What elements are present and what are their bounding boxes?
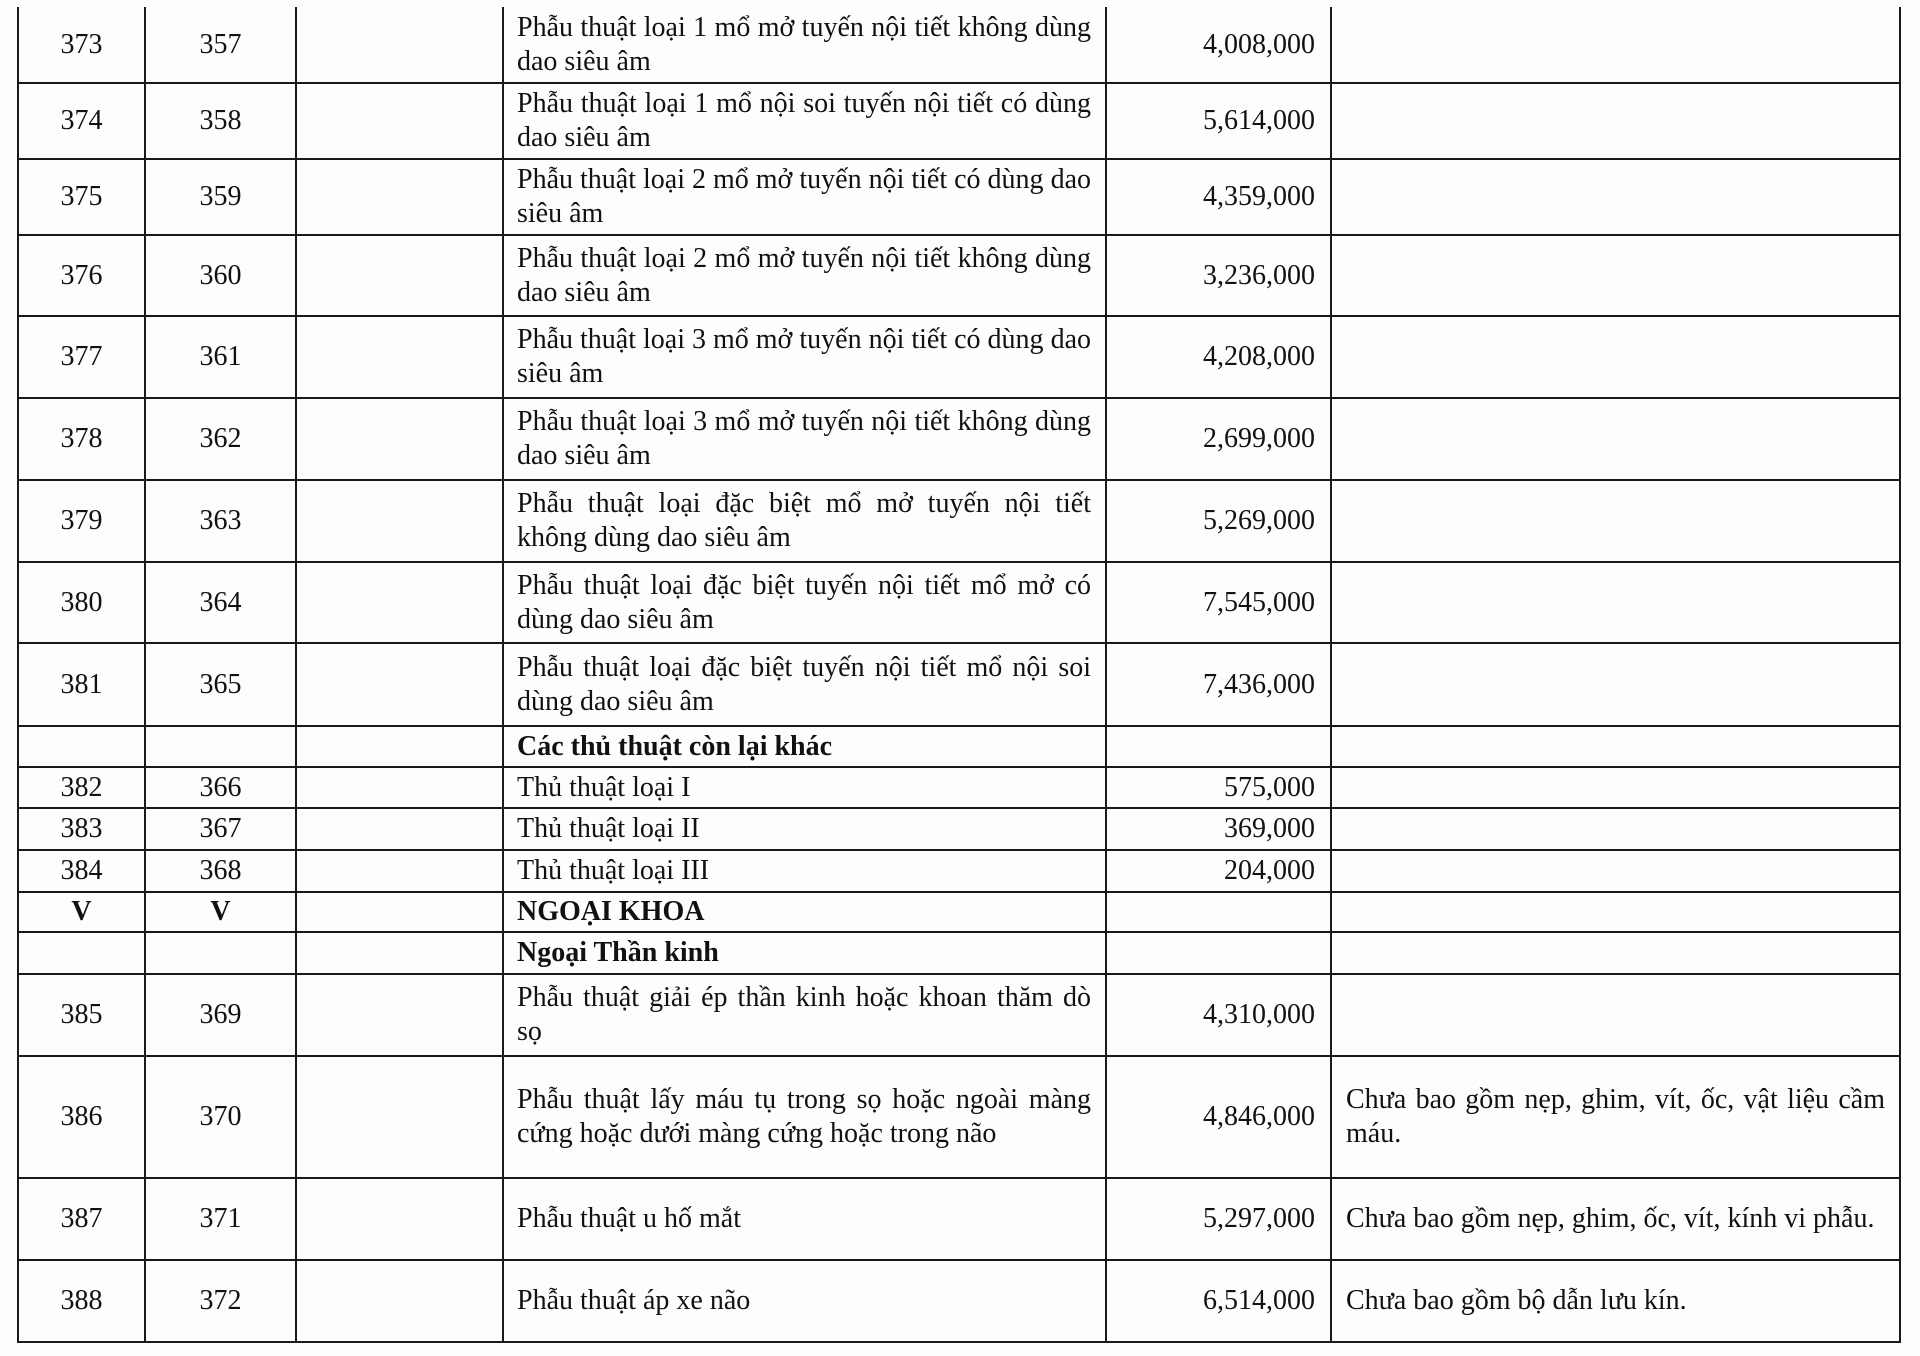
description-cell: Phẫu thuật loại đặc biệt mổ mở tuyến nội tiết không dùng dao siêu âm	[503, 480, 1106, 562]
tt-cell: 359	[145, 159, 296, 235]
code-cell	[296, 974, 503, 1056]
price-cell: 2,699,000	[1106, 398, 1331, 480]
description-cell: Phẫu thuật loại đặc biệt tuyến nội tiết mổ nội soi dùng dao siêu âm	[503, 643, 1106, 726]
table-row	[18, 1056, 1900, 1178]
table-row	[18, 643, 1900, 726]
stt-cell	[18, 726, 145, 767]
section-header-row	[18, 726, 1900, 767]
table-row	[18, 316, 1900, 398]
note-cell	[1331, 159, 1900, 235]
stt-cell: 386	[18, 1056, 145, 1178]
table-row	[18, 398, 1900, 480]
price-cell: 5,297,000	[1106, 1178, 1331, 1260]
note-cell: Chưa bao gồm bộ dẫn lưu kín.	[1331, 1260, 1900, 1342]
stt-cell: V	[18, 892, 145, 932]
tt-cell: 370	[145, 1056, 296, 1178]
code-cell	[296, 850, 503, 892]
section-header-row	[18, 892, 1900, 932]
description-cell: Phẫu thuật u hố mắt	[503, 1178, 1106, 1260]
stt-cell: 387	[18, 1178, 145, 1260]
description-cell: Phẫu thuật loại 2 mổ mở tuyến nội tiết có dùng dao siêu âm	[503, 159, 1106, 235]
description-cell: Thủ thuật loại III	[503, 850, 1106, 892]
code-cell	[296, 7, 503, 83]
stt-cell: 377	[18, 316, 145, 398]
tt-cell: 372	[145, 1260, 296, 1342]
price-cell: 6,514,000	[1106, 1260, 1331, 1342]
price-cell: 3,236,000	[1106, 235, 1331, 316]
table-row	[18, 7, 1900, 83]
price-cell: 7,545,000	[1106, 562, 1331, 643]
code-cell	[296, 726, 503, 767]
price-cell: 4,008,000	[1106, 7, 1331, 83]
stt-cell: 378	[18, 398, 145, 480]
stt-cell: 383	[18, 808, 145, 850]
note-cell	[1331, 974, 1900, 1056]
table-row	[18, 83, 1900, 159]
tt-cell	[145, 932, 296, 974]
note-cell	[1331, 83, 1900, 159]
code-cell	[296, 159, 503, 235]
code-cell	[296, 398, 503, 480]
description-cell: Phẫu thuật loại đặc biệt tuyến nội tiết mổ mở có dùng dao siêu âm	[503, 562, 1106, 643]
code-cell	[296, 932, 503, 974]
note-cell	[1331, 7, 1900, 83]
price-cell: 7,436,000	[1106, 643, 1331, 726]
stt-cell: 385	[18, 974, 145, 1056]
note-cell: Chưa bao gồm nẹp, ghim, vít, ốc, vật liệu cầm máu.	[1331, 1056, 1900, 1178]
stt-cell: 373	[18, 7, 145, 83]
price-cell: 5,269,000	[1106, 480, 1331, 562]
stt-cell: 376	[18, 235, 145, 316]
tt-cell: 357	[145, 7, 296, 83]
stt-cell	[18, 932, 145, 974]
code-cell	[296, 316, 503, 398]
price-cell	[1106, 726, 1331, 767]
code-cell	[296, 808, 503, 850]
note-cell	[1331, 235, 1900, 316]
tt-cell: 365	[145, 643, 296, 726]
tt-cell: 362	[145, 398, 296, 480]
description-cell: Phẫu thuật loại 3 mổ mở tuyến nội tiết không dùng dao siêu âm	[503, 398, 1106, 480]
tt-cell: 358	[145, 83, 296, 159]
note-cell	[1331, 767, 1900, 808]
table-body	[18, 7, 1900, 1342]
price-table	[17, 7, 1901, 1343]
table-row	[18, 235, 1900, 316]
tt-cell: 367	[145, 808, 296, 850]
stt-cell: 379	[18, 480, 145, 562]
table-row	[18, 159, 1900, 235]
code-cell	[296, 1260, 503, 1342]
price-cell: 4,310,000	[1106, 974, 1331, 1056]
note-cell: Chưa bao gồm nẹp, ghim, ốc, vít, kính vi phẫu.	[1331, 1178, 1900, 1260]
code-cell	[296, 767, 503, 808]
note-cell	[1331, 480, 1900, 562]
stt-cell: 382	[18, 767, 145, 808]
table-row	[18, 767, 1900, 808]
tt-cell: 361	[145, 316, 296, 398]
tt-cell: V	[145, 892, 296, 932]
table-row	[18, 1178, 1900, 1260]
table-row	[18, 850, 1900, 892]
price-cell: 4,846,000	[1106, 1056, 1331, 1178]
table-row	[18, 808, 1900, 850]
code-cell	[296, 562, 503, 643]
code-cell	[296, 1056, 503, 1178]
code-cell	[296, 480, 503, 562]
description-cell: Các thủ thuật còn lại khác	[503, 726, 1106, 767]
stt-cell: 380	[18, 562, 145, 643]
note-cell	[1331, 808, 1900, 850]
section-header-row	[18, 932, 1900, 974]
table-row	[18, 1260, 1900, 1342]
description-cell: Thủ thuật loại II	[503, 808, 1106, 850]
stt-cell: 381	[18, 643, 145, 726]
tt-cell: 368	[145, 850, 296, 892]
price-cell	[1106, 932, 1331, 974]
description-cell: Phẫu thuật loại 1 mổ nội soi tuyến nội tiết có dùng dao siêu âm	[503, 83, 1106, 159]
description-cell: Ngoại Thần kinh	[503, 932, 1106, 974]
note-cell	[1331, 726, 1900, 767]
tt-cell: 369	[145, 974, 296, 1056]
code-cell	[296, 83, 503, 159]
stt-cell: 388	[18, 1260, 145, 1342]
stt-cell: 375	[18, 159, 145, 235]
tt-cell: 360	[145, 235, 296, 316]
tt-cell: 366	[145, 767, 296, 808]
description-cell: Phẫu thuật loại 3 mổ mở tuyến nội tiết có dùng dao siêu âm	[503, 316, 1106, 398]
price-cell: 369,000	[1106, 808, 1331, 850]
price-cell	[1106, 892, 1331, 932]
note-cell	[1331, 892, 1900, 932]
price-cell: 4,359,000	[1106, 159, 1331, 235]
tt-cell: 371	[145, 1178, 296, 1260]
description-cell: Phẫu thuật loại 2 mổ mở tuyến nội tiết không dùng dao siêu âm	[503, 235, 1106, 316]
description-cell: NGOẠI KHOA	[503, 892, 1106, 932]
table-row	[18, 562, 1900, 643]
price-cell: 204,000	[1106, 850, 1331, 892]
stt-cell: 384	[18, 850, 145, 892]
note-cell	[1331, 316, 1900, 398]
note-cell	[1331, 398, 1900, 480]
note-cell	[1331, 850, 1900, 892]
description-cell: Phẫu thuật áp xe não	[503, 1260, 1106, 1342]
note-cell	[1331, 932, 1900, 974]
tt-cell: 363	[145, 480, 296, 562]
note-cell	[1331, 562, 1900, 643]
price-cell: 5,614,000	[1106, 83, 1331, 159]
description-cell: Phẫu thuật loại 1 mổ mở tuyến nội tiết không dùng dao siêu âm	[503, 7, 1106, 83]
description-cell: Thủ thuật loại I	[503, 767, 1106, 808]
description-cell: Phẫu thuật giải ép thần kinh hoặc khoan thăm dò sọ	[503, 974, 1106, 1056]
price-cell: 575,000	[1106, 767, 1331, 808]
description-cell: Phẫu thuật lấy máu tụ trong sọ hoặc ngoài màng cứng hoặc dưới màng cứng hoặc trong não	[503, 1056, 1106, 1178]
tt-cell	[145, 726, 296, 767]
code-cell	[296, 1178, 503, 1260]
table-row	[18, 480, 1900, 562]
code-cell	[296, 235, 503, 316]
stt-cell: 374	[18, 83, 145, 159]
table-row	[18, 974, 1900, 1056]
note-cell	[1331, 643, 1900, 726]
code-cell	[296, 892, 503, 932]
tt-cell: 364	[145, 562, 296, 643]
code-cell	[296, 643, 503, 726]
price-cell: 4,208,000	[1106, 316, 1331, 398]
